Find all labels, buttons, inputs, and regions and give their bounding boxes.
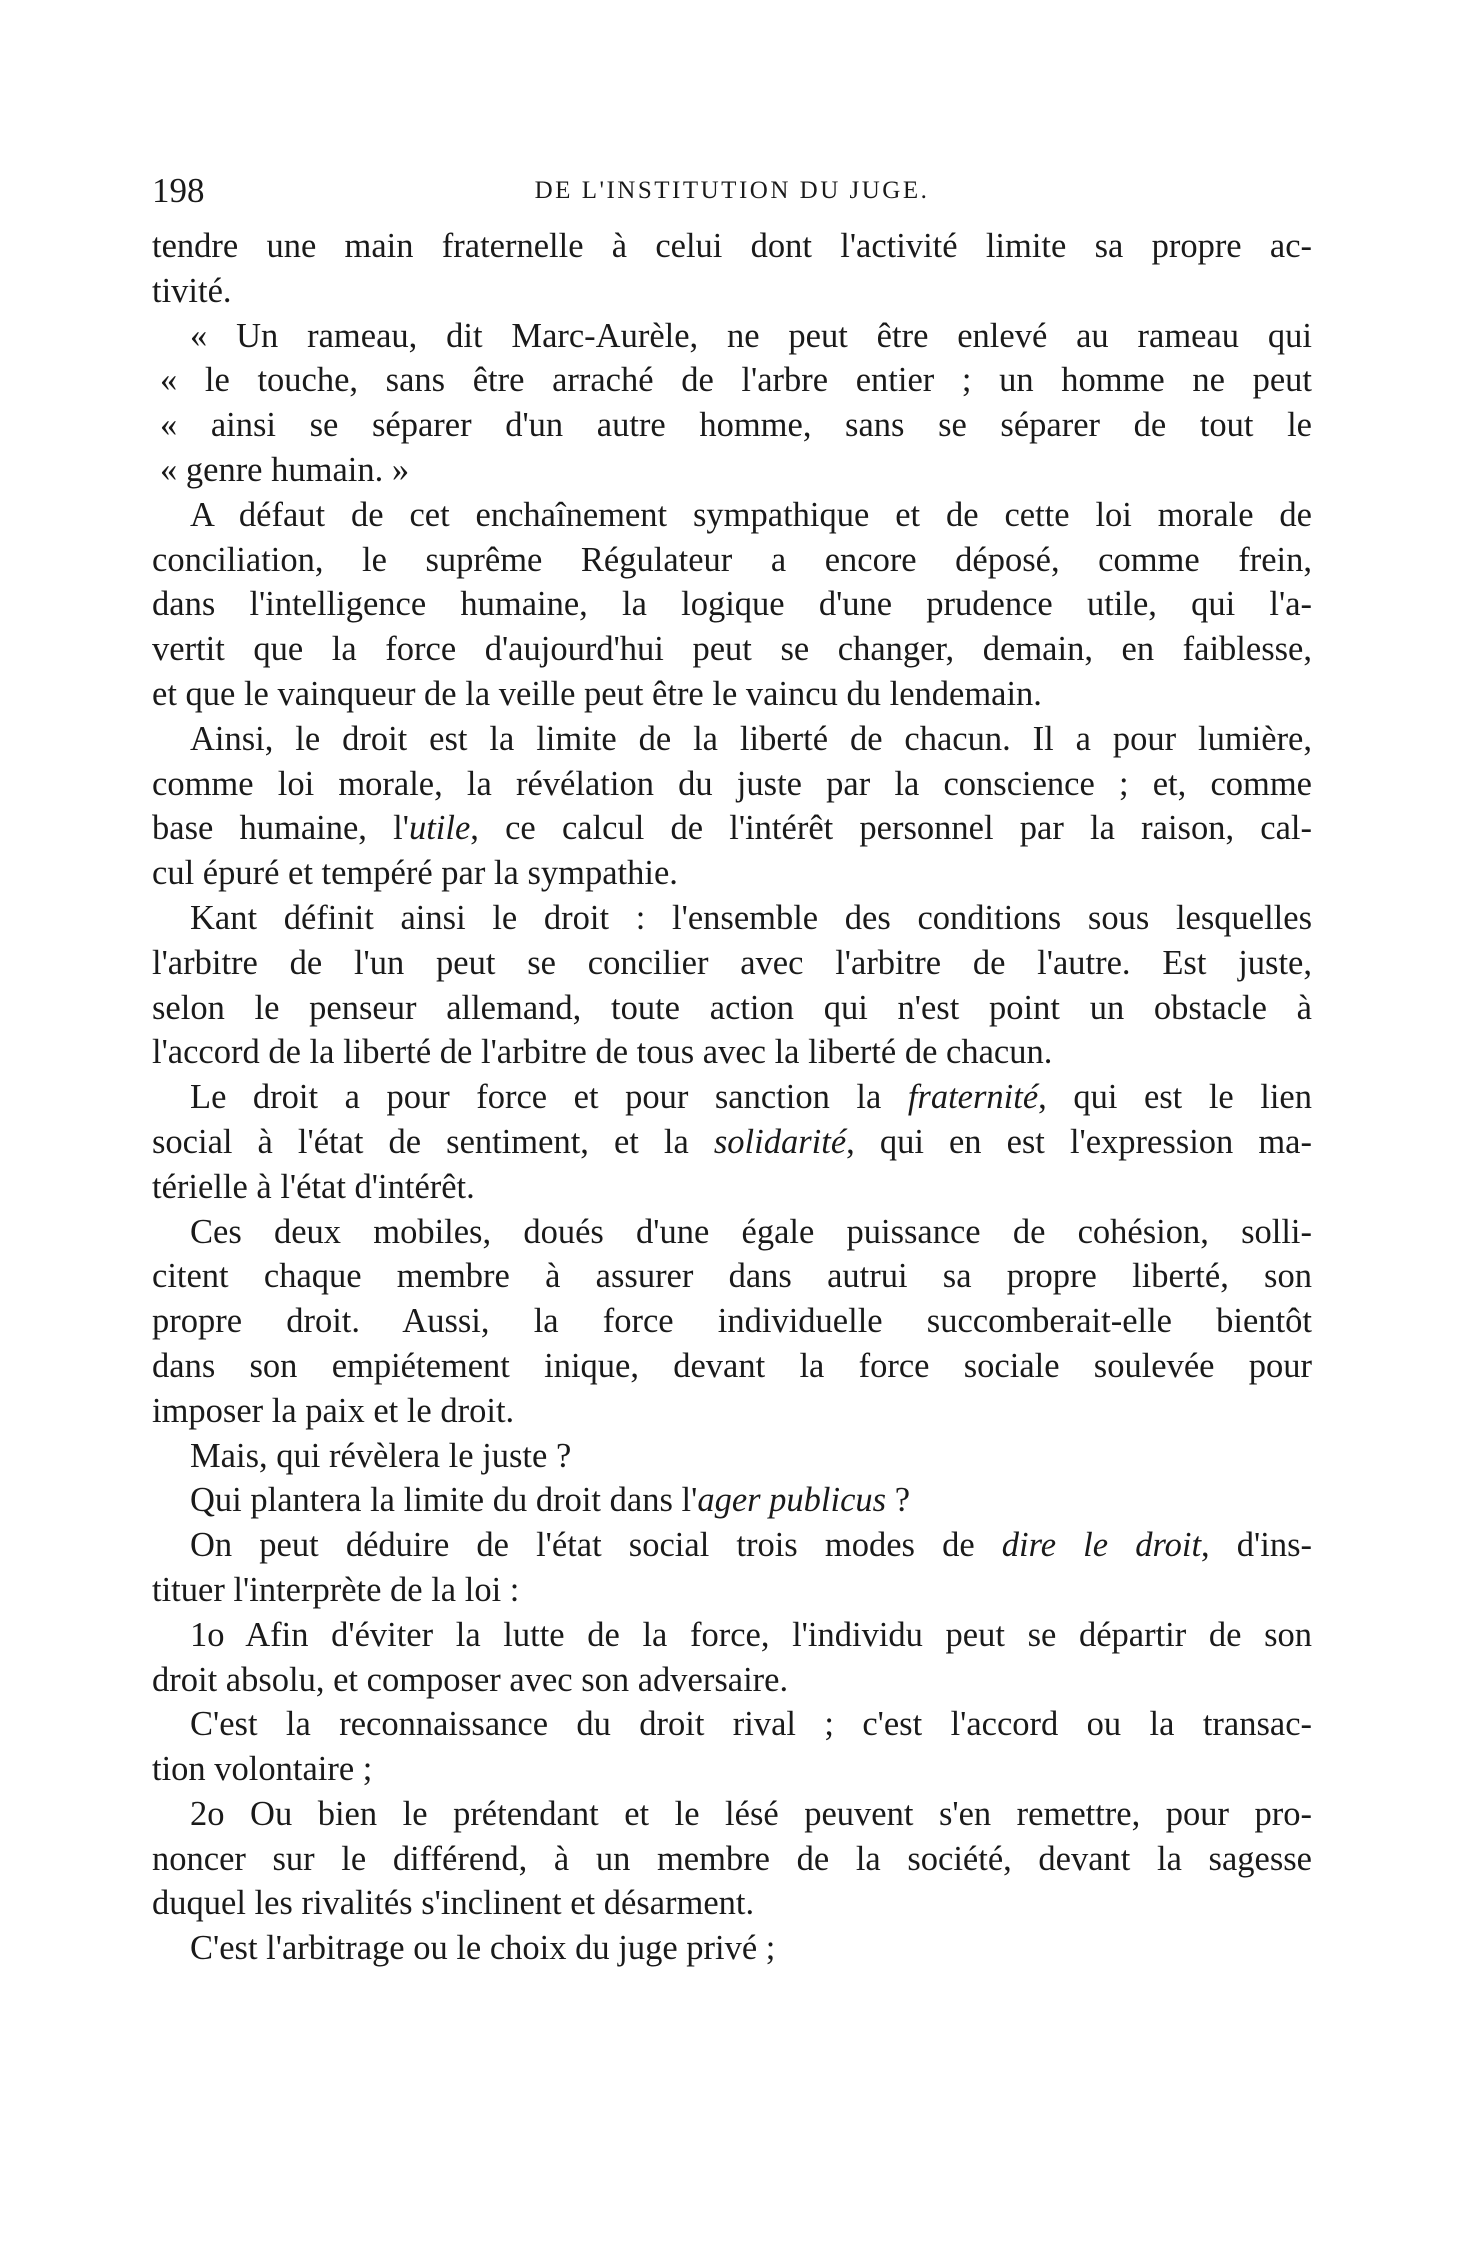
text-line: Ainsi, le droit est la limite de la liberté de chacun. Il a pour lumière, xyxy=(190,719,1312,758)
text-line: Kant définit ainsi le droit : l'ensemble des conditions sous lesquelles xyxy=(190,898,1312,937)
text-line: citent chaque membre à assurer dans autrui sa propre liberté, son xyxy=(152,1257,1312,1296)
text-line: térielle à l'état d'intérêt. xyxy=(152,1167,475,1206)
text-line: imposer la paix et le droit. xyxy=(152,1391,515,1430)
text-line: duquel les rivalités s'inclinent et désarment. xyxy=(152,1884,755,1923)
text-line: C'est l'arbitrage ou le choix du juge privé ; xyxy=(190,1929,776,1968)
text-line: On peut déduire de l'état social trois modes de dire le droit, d'ins- xyxy=(190,1526,1312,1565)
text-line: « genre humain. » xyxy=(160,450,410,489)
text-line: Qui plantera la limite du droit dans l'ager publicus ? xyxy=(190,1481,911,1520)
text-line: « ainsi se séparer d'un autre homme, sans se séparer de tout le xyxy=(160,406,1312,445)
text-line: C'est la reconnaissance du droit rival ; c'est l'accord ou la transac- xyxy=(190,1705,1312,1744)
text-line: l'accord de la liberté de l'arbitre de tous avec la liberté de chacun. xyxy=(152,1033,1053,1072)
italic-term: solidarité xyxy=(713,1122,847,1161)
text-line: « le touche, sans être arraché de l'arbre entier ; un homme ne peut xyxy=(160,361,1312,400)
text-line: Mais, qui révèlera le juste ? xyxy=(190,1436,572,1475)
text-line: droit absolu, et composer avec son adversaire. xyxy=(152,1660,789,1699)
text-line: selon le penseur allemand, toute action qui n'est point un obstacle à xyxy=(152,988,1312,1027)
text-line: propre droit. Aussi, la force individuelle succomberait-elle bientôt xyxy=(152,1302,1312,1341)
text-line: 2o Ou bien le prétendant et le lésé peuvent s'en remettre, pour pro- xyxy=(190,1794,1312,1833)
text-line: dans l'intelligence humaine, la logique d'une prudence utile, qui l'a- xyxy=(152,585,1312,624)
text-line: cul épuré et tempéré par la sympathie. xyxy=(152,854,678,893)
text-line: tituer l'interprète de la loi : xyxy=(152,1570,520,1609)
text-line: l'arbitre de l'un peut se concilier avec l'arbitre de l'autre. Est juste, xyxy=(152,943,1312,982)
text-line: Le droit a pour force et pour sanction la fraternité, qui est le lien xyxy=(190,1078,1312,1117)
text-line: conciliation, le suprême Régulateur a encore déposé, comme frein, xyxy=(152,540,1312,579)
text-line: base humaine, l'utile, ce calcul de l'intérêt personnel par la raison, cal- xyxy=(152,809,1312,848)
italic-term: dire le droit xyxy=(1001,1526,1202,1565)
text-line: vertit que la force d'aujourd'hui peut se changer, demain, en faiblesse, xyxy=(152,630,1312,669)
text-line: comme loi morale, la révélation du juste par la conscience ; et, comme xyxy=(152,764,1312,803)
text-line: A défaut de cet enchaînement sympathique et de cette loi morale de xyxy=(190,495,1312,534)
text-line: 1o Afin d'éviter la lutte de la force, l'individu peut se départir de son xyxy=(190,1615,1312,1654)
text-line: social à l'état de sentiment, et la solidarité, qui en est l'expression ma- xyxy=(152,1122,1312,1161)
italic-term: utile xyxy=(408,809,471,848)
text-line: « Un rameau, dit Marc-Aurèle, ne peut être enlevé au rameau qui xyxy=(190,316,1312,355)
running-title: DE L'INSTITUTION DU JUGE. xyxy=(534,177,930,204)
italic-term: fraternité xyxy=(907,1078,1039,1117)
italic-term: ager publicus xyxy=(697,1481,887,1520)
text-line: noncer sur le différend, à un membre de la société, devant la sagesse xyxy=(152,1839,1312,1878)
text-line: dans son empiétement inique, devant la force sociale soulevée pour xyxy=(152,1346,1312,1385)
text-line: Ces deux mobiles, doués d'une égale puissance de cohésion, solli- xyxy=(190,1212,1312,1251)
page-header xyxy=(152,168,1312,214)
text-line: tion volontaire ; xyxy=(152,1750,373,1789)
text-line: tivité. xyxy=(152,271,232,310)
text-line: et que le vainqueur de la veille peut être le vaincu du lendemain. xyxy=(152,674,1042,713)
page-number: 198 xyxy=(152,171,205,210)
text-line: tendre une main fraternelle à celui dont l'activité limite sa propre ac- xyxy=(152,227,1312,265)
body-text xyxy=(152,224,1312,1971)
